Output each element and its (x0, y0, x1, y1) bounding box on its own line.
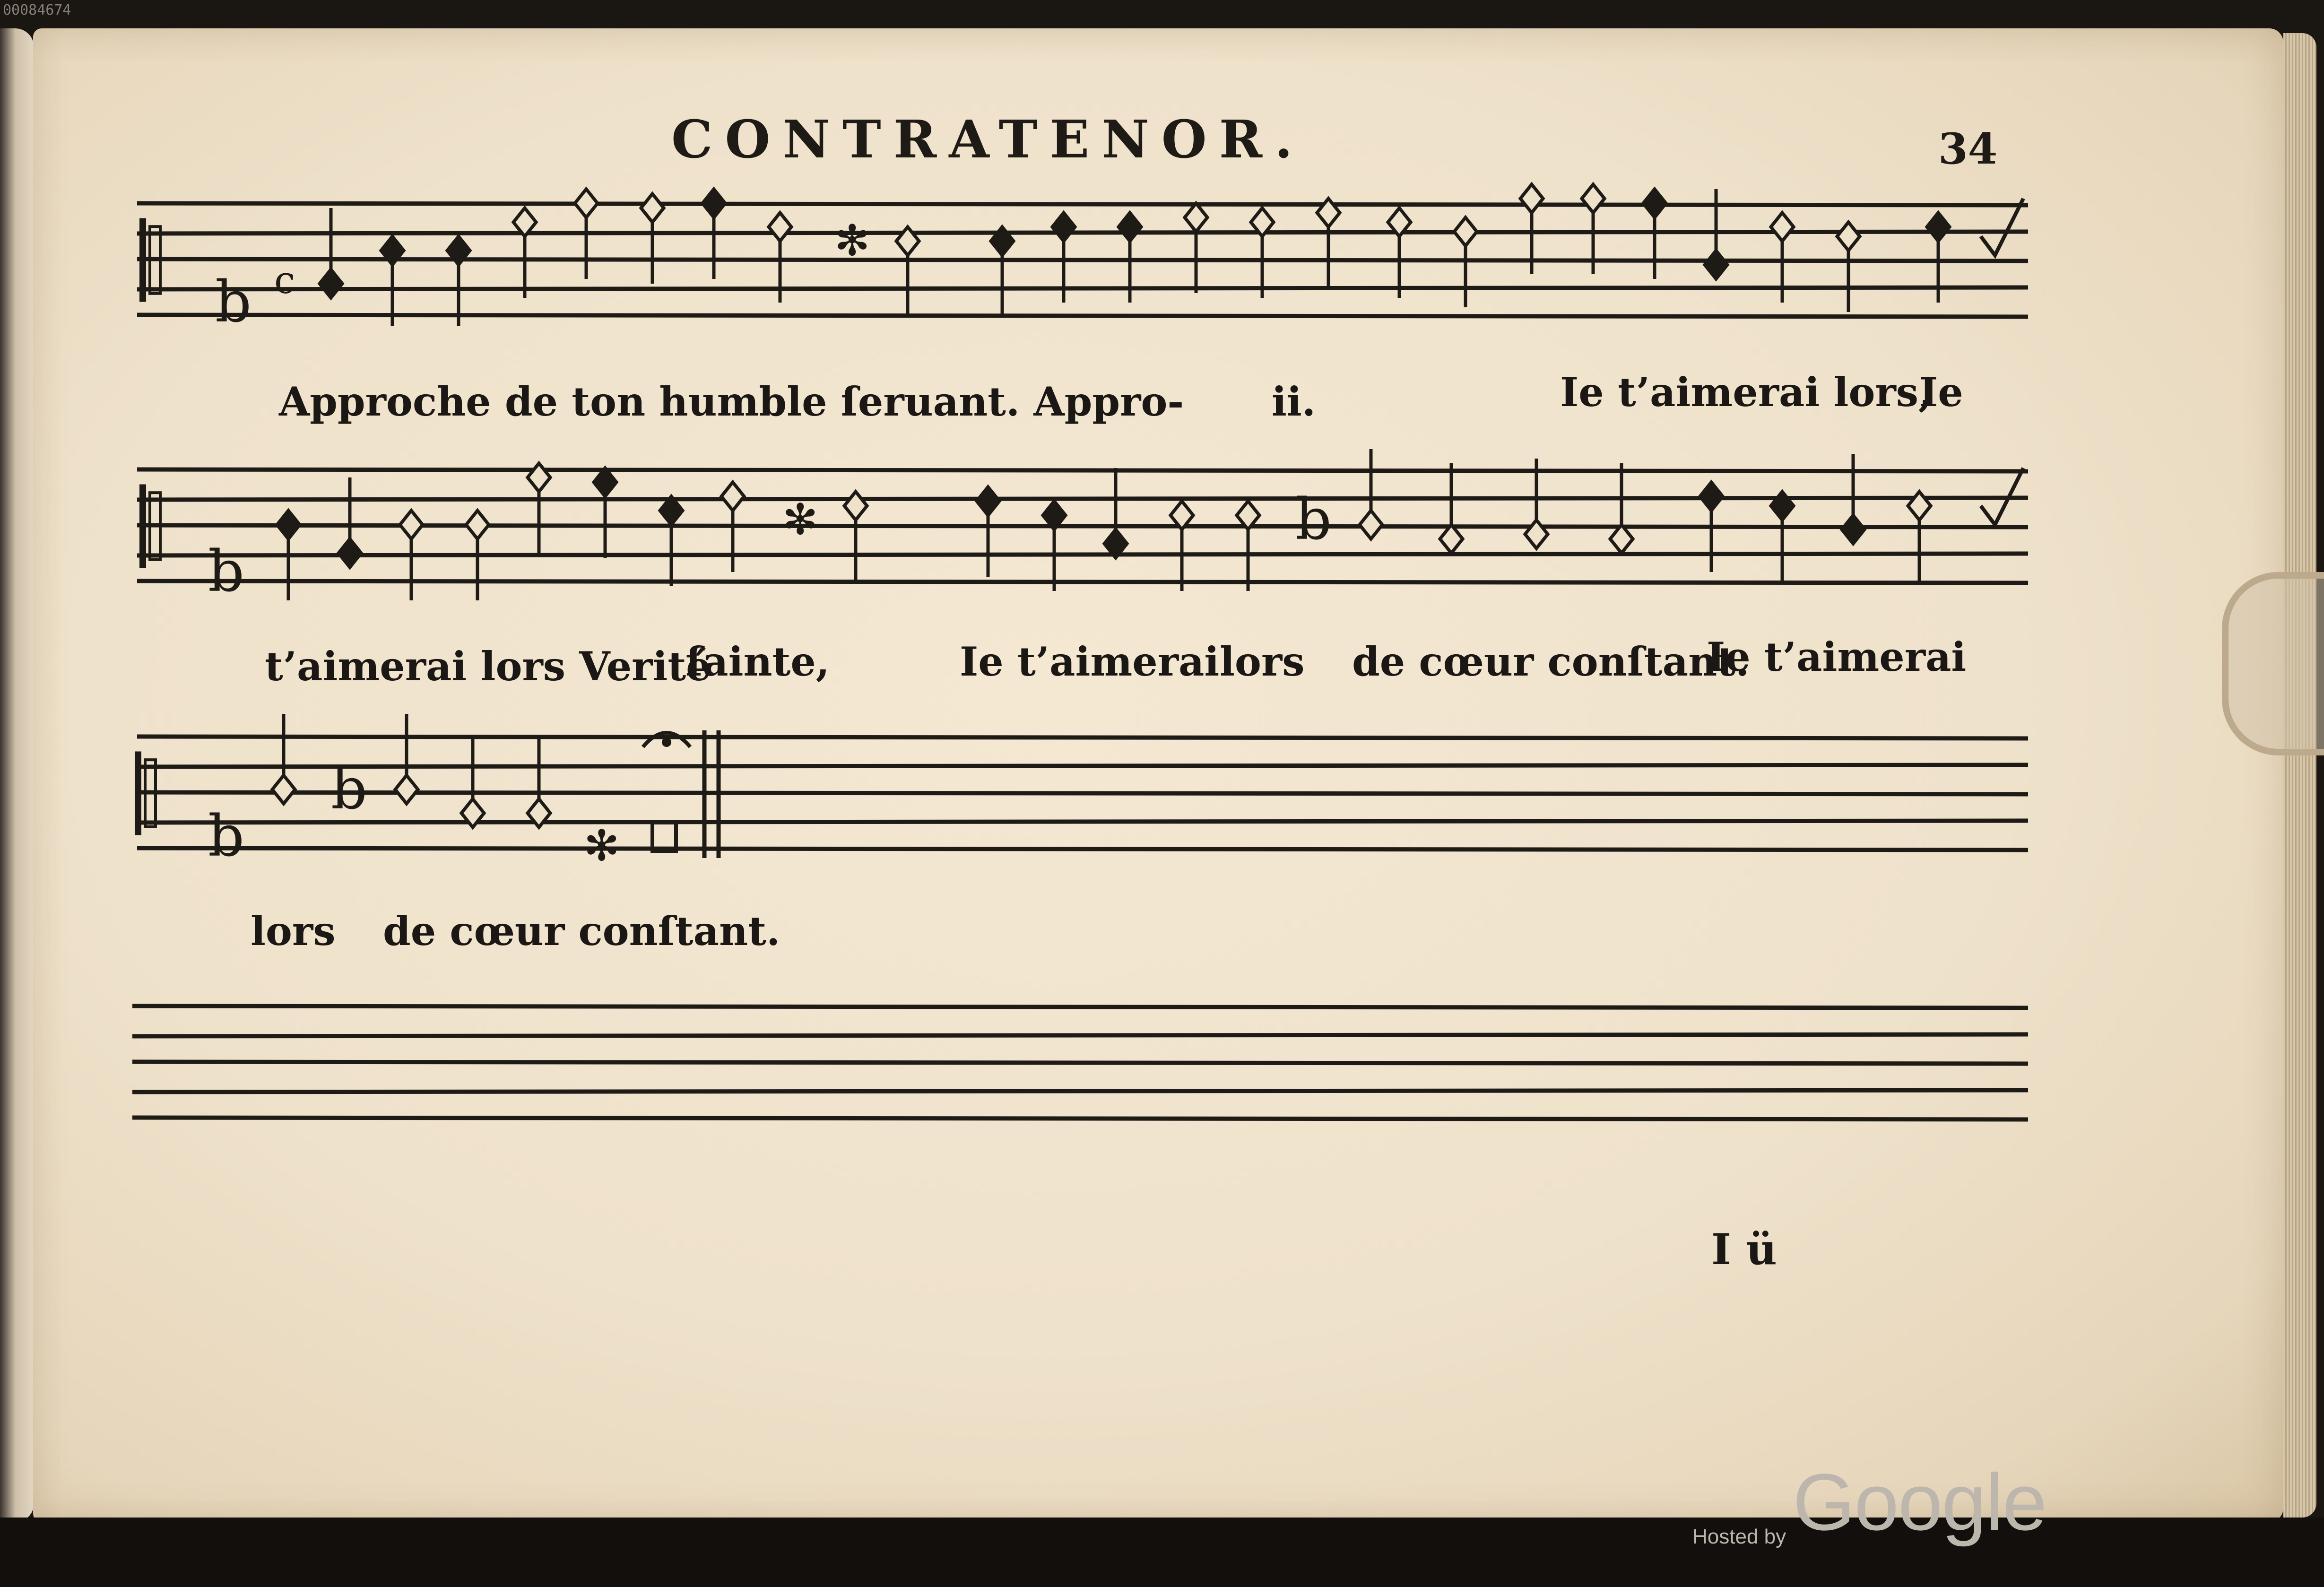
staff-line (137, 498, 2028, 500)
diamond-note-icon (1771, 213, 1794, 241)
staff-line (137, 315, 2028, 317)
flat-sign-icon: b (208, 539, 244, 605)
staff-line (137, 232, 2028, 234)
staff-line (137, 737, 2028, 738)
diamond-note-icon (594, 468, 616, 496)
flat-sign-icon: b (331, 756, 367, 822)
lyric-line2-f: Ie t’aimerai (1707, 633, 1967, 680)
lyric-line1-a: Approche de ton humble ſeruant. Appro- (279, 378, 1184, 425)
diamond-note-icon (977, 487, 999, 515)
lyric-line1-b: Ie t’aimerai lors, (1560, 369, 1933, 416)
lyric-line1-rep: ii. (1272, 378, 1316, 425)
flat-sign-icon: b (208, 804, 244, 869)
asterisk-icon: ✻ (782, 495, 818, 545)
staff-line (137, 581, 2028, 583)
diamond-note-icon (1837, 222, 1860, 251)
diamond-note-icon (1705, 251, 1727, 279)
lyric-line2-b: ſainte, (685, 638, 830, 685)
diamond-note-icon (1771, 492, 1794, 520)
staff-line (137, 554, 2028, 555)
staff-line (132, 1034, 2028, 1036)
diamond-note-icon (641, 194, 664, 222)
staff-line (132, 1090, 2028, 1092)
diamond-note-icon (1842, 515, 1864, 544)
asterisk-icon: ✻ (834, 216, 870, 266)
staff-line (137, 469, 2028, 471)
diamond-note-icon (395, 775, 418, 804)
diamond-note-icon (1440, 525, 1463, 553)
diamond-note-icon (400, 511, 423, 539)
diamond-note-icon (466, 511, 489, 539)
staff-line (132, 1118, 2028, 1119)
flat-sign-icon: b (1295, 487, 1332, 553)
lyric-line2-c: Ie t’aimerai (960, 638, 1220, 685)
diamond-note-icon (1185, 203, 1207, 232)
asterisk-icon: ✻ (584, 821, 620, 871)
diamond-note-icon (528, 463, 550, 492)
staff-line (137, 259, 2028, 261)
diamond-note-icon (1119, 213, 1141, 241)
diamond-note-icon (721, 482, 744, 511)
staff-line (132, 1062, 2028, 1064)
diamond-note-icon (702, 189, 725, 217)
diamond-note-icon (277, 511, 300, 539)
page-number: 34 (1938, 124, 1998, 174)
diamond-note-icon (1700, 482, 1723, 511)
c-clef-icon (139, 485, 146, 568)
lyric-line2-d: lors (1220, 638, 1305, 685)
diamond-note-icon (1582, 184, 1604, 213)
staff-line (137, 287, 2028, 289)
c-clef-icon (135, 752, 141, 835)
diamond-note-icon (1525, 520, 1548, 548)
diamond-note-icon (575, 189, 598, 217)
diamond-note-icon (1610, 525, 1633, 553)
diamond-note-icon (272, 775, 295, 804)
flat-sign-icon: b (215, 269, 251, 335)
lyric-line3-b: de cœur conſtant. (383, 908, 780, 954)
lyric-line2-a: t’aimerai lors Verité (265, 643, 711, 690)
lyric-line2-e: de cœur conſtant. (1352, 638, 1750, 685)
staff-line (137, 792, 2028, 794)
diamond-note-icon (320, 269, 342, 298)
scan-id: 00084674 (3, 2, 71, 18)
watermark-brand: Google (1793, 1457, 2047, 1547)
staff-line (137, 848, 2028, 850)
staff-line (137, 765, 2028, 767)
fermata-dot (662, 737, 671, 747)
mensuration-sign: c (274, 258, 295, 302)
running-head: CONTRATENOR. (671, 109, 1305, 170)
diamond-note-icon (1643, 189, 1666, 217)
diamond-note-icon (1360, 511, 1382, 539)
diamond-note-icon (844, 492, 867, 520)
watermark-hosted: Hosted by (1692, 1525, 1786, 1548)
diamond-note-icon (1052, 213, 1075, 241)
lyric-line1-c: Ie (1919, 369, 1963, 416)
diamond-note-icon (769, 213, 791, 241)
c-clef-icon (139, 218, 146, 302)
lyric-line3-a: lors (251, 908, 336, 954)
staff-line (132, 1006, 2028, 1008)
diamond-note-icon (338, 539, 361, 567)
staff-line (137, 203, 2028, 205)
staff-line (137, 821, 2028, 823)
diamond-note-icon (1520, 184, 1543, 213)
diamond-note-icon (1927, 213, 1950, 241)
signature-mark: I ü (1711, 1224, 1777, 1275)
watermark (1692, 1456, 2046, 1549)
diamond-note-icon (1454, 217, 1477, 246)
